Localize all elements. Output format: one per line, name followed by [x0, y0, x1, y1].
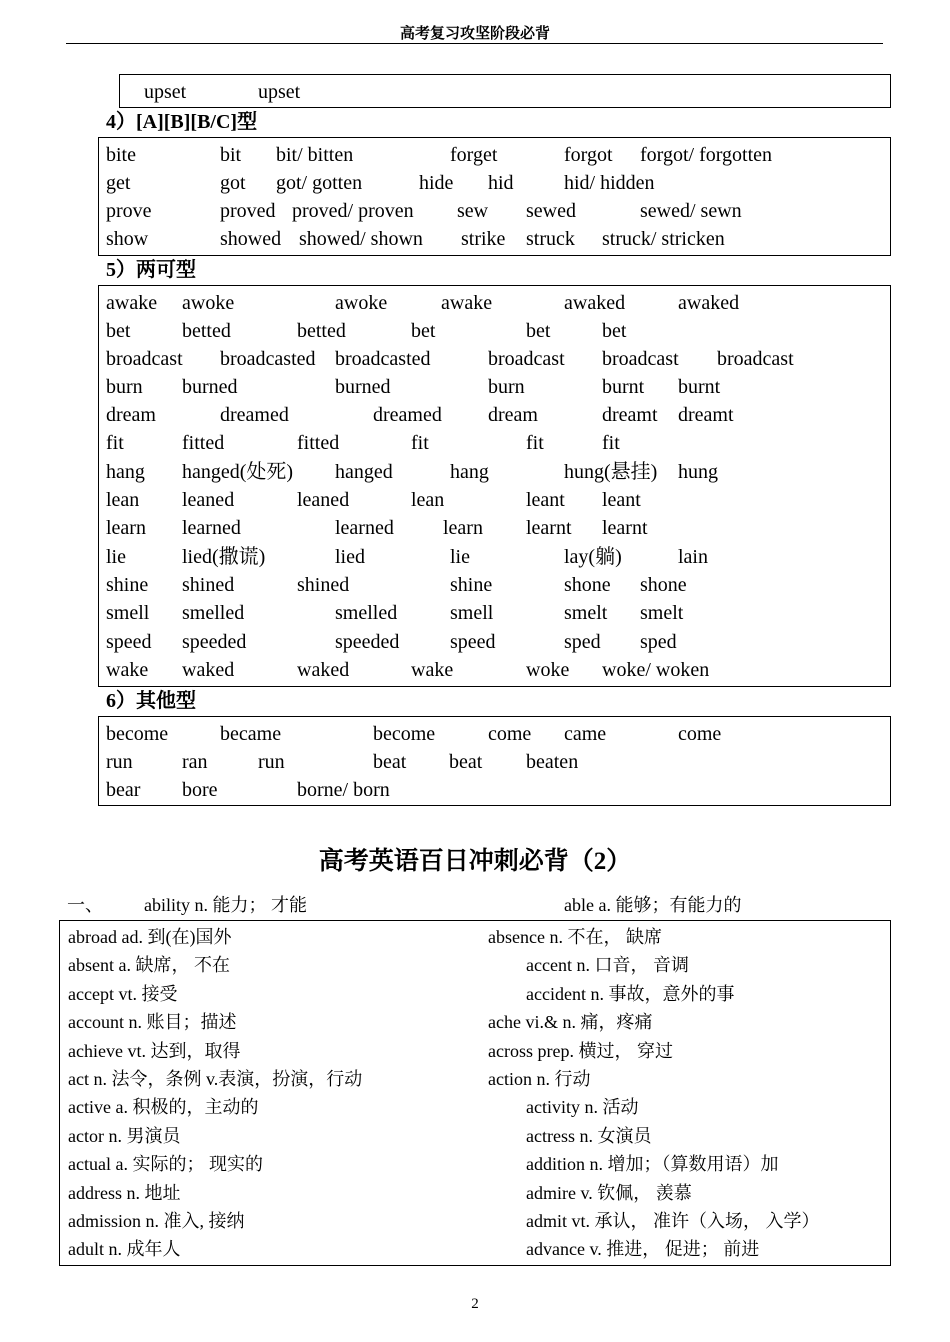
verb-cell: prove — [106, 200, 152, 222]
verb-cell: lay(躺) — [564, 546, 622, 568]
vocab-entry: admission n. 准入, 接纳 — [68, 1211, 245, 1231]
verb-cell: woke — [526, 659, 570, 681]
group5-label: 5）两可型 — [106, 259, 196, 281]
verb-cell: hang — [450, 461, 489, 483]
verb-cell: shone — [564, 574, 611, 596]
verb-cell: lied — [335, 546, 365, 568]
verb-cell: lean — [106, 489, 140, 511]
verb-cell: awaked — [678, 292, 740, 314]
verb-cell: shine — [106, 574, 149, 596]
group6-box — [98, 716, 891, 806]
verb-cell: awake — [441, 292, 493, 314]
verb-cell: lie — [106, 546, 126, 568]
verb-cell: wake — [411, 659, 454, 681]
verb-row — [99, 169, 890, 197]
verb-row — [99, 748, 890, 776]
verb-cell: smelled — [335, 602, 398, 624]
verb-cell: showed — [220, 228, 282, 250]
verb-cell: woke/ woken — [602, 659, 710, 681]
verb-row — [99, 486, 890, 514]
vocab-entry: accent n. 口音， 音调 — [526, 955, 689, 975]
verb-cell: awoke — [335, 292, 388, 314]
verb-cell: hang — [106, 461, 145, 483]
verb-row — [99, 289, 890, 317]
verb-cell: dreamed — [220, 404, 289, 426]
group3-tail-box — [119, 74, 891, 108]
verb-cell: sew — [457, 200, 489, 222]
vocab-prefix: 一、 — [67, 895, 103, 915]
verb-cell: bear — [106, 779, 141, 801]
verb-cell: burned — [335, 376, 391, 398]
verb-cell: burnt — [678, 376, 721, 398]
verb-cell: smelt — [640, 602, 684, 624]
verb-cell: betted — [297, 320, 346, 342]
verb-cell: bet — [411, 320, 436, 342]
verb-cell: lied(撒谎) — [182, 546, 266, 568]
vocab-box — [59, 920, 891, 1266]
vocab-entry: addition n. 增加；（算数用语）加 — [526, 1154, 779, 1174]
verb-cell: bet — [106, 320, 131, 342]
verb-cell: fitted — [182, 432, 225, 454]
verb-cell: fit — [602, 432, 620, 454]
verb-cell: learn — [106, 517, 146, 539]
vocab-entry: admire v. 钦佩， 羡慕 — [526, 1183, 692, 1203]
verb-cell: learned — [335, 517, 394, 539]
verb-cell: shined — [182, 574, 235, 596]
running-header: 高考复习攻坚阶段必背 — [399, 26, 550, 42]
vocab-entry: activity n. 活动 — [526, 1097, 639, 1117]
verb-cell: borne/ born — [297, 779, 390, 801]
verb-cell: forgot/ forgotten — [640, 144, 773, 166]
verb-cell: fitted — [297, 432, 340, 454]
verb-cell: run — [258, 751, 285, 773]
vocab-entry: achieve vt. 达到，取得 — [68, 1041, 241, 1061]
verb-cell: betted — [182, 320, 231, 342]
verb-cell: wake — [106, 659, 149, 681]
verb-cell: broadcast — [602, 348, 679, 370]
verb-row — [99, 656, 890, 684]
group5-box — [98, 285, 891, 687]
vocab-entry: across prep. 横过， 穿过 — [488, 1041, 673, 1061]
verb-cell: proved/ proven — [292, 200, 414, 222]
verb-cell: hid — [488, 172, 514, 194]
verb-cell: become — [373, 723, 436, 745]
vocab-entry: account n. 账目；描述 — [68, 1012, 237, 1032]
vocab-entry: advance v. 推进， 促进； 前进 — [526, 1239, 760, 1259]
verb-cell: hanged — [335, 461, 393, 483]
group4-label: 4）[A][B][B/C]型 — [106, 111, 258, 133]
verb-cell: beat — [449, 751, 483, 773]
verb-cell: get — [106, 172, 131, 194]
verb-cell: broadcast — [488, 348, 565, 370]
vocab-entry: abroad ad. 到(在)国外 — [68, 927, 232, 947]
verb-cell: broadcasted — [220, 348, 316, 370]
vocab-entry: accept vt. 接受 — [68, 984, 178, 1004]
verb-cell: shined — [297, 574, 350, 596]
verb-row — [99, 571, 890, 599]
page-number: 2 — [471, 1296, 479, 1312]
verb-cell: sewed — [526, 200, 576, 222]
verb-cell: burn — [488, 376, 525, 398]
verb-cell: sped — [640, 631, 677, 653]
verb-cell: broadcast — [717, 348, 794, 370]
verb-row — [99, 776, 890, 804]
verb-cell: strike — [461, 228, 506, 250]
verb-cell: beaten — [526, 751, 579, 773]
verb-cell: waked — [182, 659, 235, 681]
verb-cell: came — [564, 723, 607, 745]
header-rule — [66, 43, 883, 44]
verb-cell: burn — [106, 376, 143, 398]
verb-row — [99, 429, 890, 457]
verb-cell: shine — [450, 574, 493, 596]
verb-cell: lain — [678, 546, 708, 568]
verb-cell: smelled — [182, 602, 245, 624]
verb-cell: lean — [411, 489, 445, 511]
verb-cell: showed/ shown — [299, 228, 423, 250]
verb-cell: leaned — [182, 489, 235, 511]
vocab-entry: action n. 行动 — [488, 1069, 591, 1089]
vocab-entry: absent a. 缺席， 不在 — [68, 955, 230, 975]
verb-cell: leaned — [297, 489, 350, 511]
verb-cell: broadcasted — [335, 348, 431, 370]
verb-cell: dream — [106, 404, 156, 426]
verb-cell: bet — [602, 320, 627, 342]
group4-box — [98, 137, 891, 256]
verb-row — [99, 720, 890, 748]
verb-cell: burned — [182, 376, 238, 398]
verb-cell: speed — [450, 631, 496, 653]
verb-cell: hid/ hidden — [564, 172, 655, 194]
verb-cell: awaked — [564, 292, 626, 314]
vocab-entry: admit vt. 承认， 准许（入场， 入学） — [526, 1211, 820, 1231]
verb-cell: learned — [182, 517, 241, 539]
vocab-entry: accident n. 事故，意外的事 — [526, 984, 735, 1004]
verb-cell: smelt — [564, 602, 608, 624]
vocab-entry: act n. 法令，条例 v.表演，扮演，行动 — [68, 1069, 363, 1089]
vocab-head-right: able a. 能够；有能力的 — [564, 895, 742, 915]
verb-cell: proved — [220, 200, 276, 222]
verb-cell: speed — [106, 631, 152, 653]
verb-cell: speeded — [335, 631, 400, 653]
vocab-entry: absence n. 不在， 缺席 — [488, 927, 662, 947]
verb-cell: learnt — [526, 517, 572, 539]
verb-cell: come — [678, 723, 722, 745]
verb-cell: lie — [450, 546, 470, 568]
verb-cell: burnt — [602, 376, 645, 398]
verb-cell: hung — [678, 461, 718, 483]
verb-cell: sped — [564, 631, 601, 653]
verb-row — [120, 78, 890, 106]
verb-cell: got — [220, 172, 246, 194]
verb-cell: upset — [258, 81, 301, 103]
verb-cell: come — [488, 723, 532, 745]
verb-cell: bite — [106, 144, 136, 166]
verb-cell: broadcast — [106, 348, 183, 370]
verb-cell: learn — [443, 517, 483, 539]
verb-row — [99, 599, 890, 627]
vocab-entry: active a. 积极的，主动的 — [68, 1097, 259, 1117]
vocab-entry: ache vi.& n. 痛，疼痛 — [488, 1012, 653, 1032]
verb-cell: leant — [526, 489, 565, 511]
verb-cell: ran — [182, 751, 208, 773]
verb-cell: hanged(处死) — [182, 461, 294, 483]
verb-row — [99, 197, 890, 225]
vocab-entry: actor n. 男演员 — [68, 1126, 181, 1146]
verb-cell: sewed/ sewn — [640, 200, 742, 222]
section2-title: 高考英语百日冲刺必背（2） — [318, 848, 632, 875]
verb-row — [99, 345, 890, 373]
vocab-entry: address n. 地址 — [68, 1183, 181, 1203]
verb-row — [99, 373, 890, 401]
verb-cell: hide — [419, 172, 454, 194]
verb-cell: dream — [488, 404, 538, 426]
verb-cell: struck/ stricken — [602, 228, 725, 250]
verb-cell: dreamt — [602, 404, 658, 426]
verb-cell: beat — [373, 751, 407, 773]
verb-row — [99, 514, 890, 542]
verb-row — [99, 401, 890, 429]
verb-cell: fit — [106, 432, 124, 454]
group6-label: 6）其他型 — [106, 690, 196, 712]
verb-cell: smell — [450, 602, 494, 624]
verb-cell: bit/ bitten — [276, 144, 354, 166]
verb-cell: smell — [106, 602, 150, 624]
verb-cell: forget — [450, 144, 498, 166]
verb-cell: became — [220, 723, 282, 745]
verb-cell: forgot — [564, 144, 613, 166]
verb-row — [99, 141, 890, 169]
verb-cell: waked — [297, 659, 350, 681]
verb-cell: upset — [144, 81, 187, 103]
verb-cell: leant — [602, 489, 641, 511]
verb-cell: hung(悬挂) — [564, 461, 658, 483]
verb-cell: fit — [526, 432, 544, 454]
verb-row — [99, 458, 890, 486]
verb-cell: speeded — [182, 631, 247, 653]
verb-cell: fit — [411, 432, 429, 454]
verb-row — [99, 317, 890, 345]
verb-cell: shone — [640, 574, 687, 596]
vocab-entry: actress n. 女演员 — [526, 1126, 652, 1146]
verb-row — [99, 543, 890, 571]
verb-cell: dreamed — [373, 404, 442, 426]
vocab-entry: adult n. 成年人 — [68, 1239, 181, 1259]
verb-row — [99, 225, 890, 253]
verb-cell: show — [106, 228, 149, 250]
verb-cell: bore — [182, 779, 218, 801]
verb-cell: bet — [526, 320, 551, 342]
verb-cell: dreamt — [678, 404, 734, 426]
verb-cell: awoke — [182, 292, 235, 314]
verb-cell: struck — [526, 228, 575, 250]
verb-cell: become — [106, 723, 169, 745]
vocab-entry: actual a. 实际的； 现实的 — [68, 1154, 263, 1174]
verb-cell: bit — [220, 144, 242, 166]
verb-cell: run — [106, 751, 133, 773]
verb-cell: learnt — [602, 517, 648, 539]
verb-row — [99, 628, 890, 656]
verb-cell: got/ gotten — [276, 172, 363, 194]
vocab-head-left: ability n. 能力； 才能 — [144, 895, 307, 915]
verb-cell: awake — [106, 292, 158, 314]
